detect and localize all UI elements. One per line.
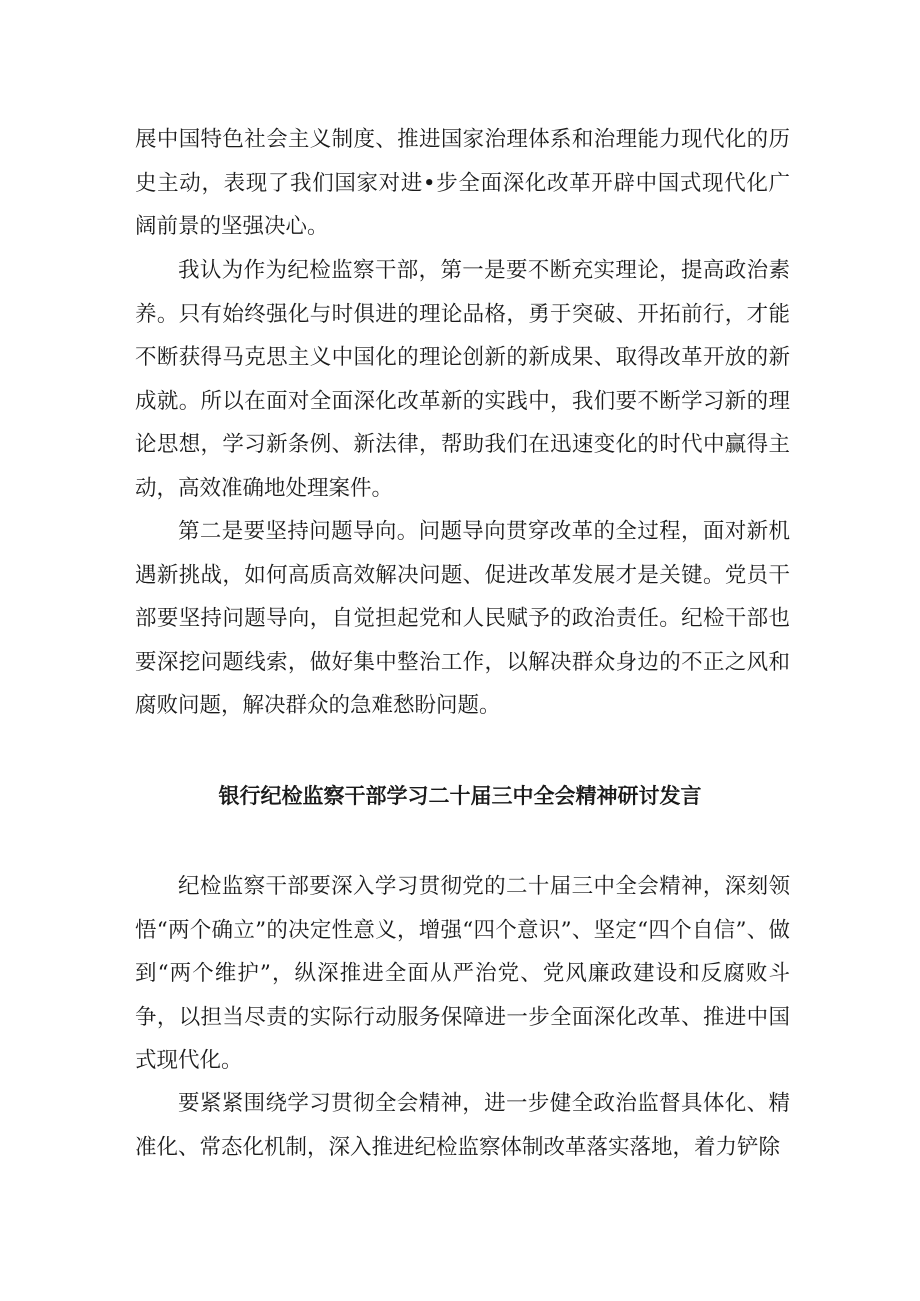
paragraph-theory: 我认为作为纪检监察干部，第一是要不断充实理论，提高政治素养。只有始终强化与时俱进的理论品格，勇于突破、开拓前行，才能不断获得马克思主义中国化的理论创新的新成果、取得改革开放的新成就。所以在面对全面深化改革新的实践中，我们要不断学习新的理论思想，学习新条例、新法律，帮助我们在迅速变化的时代中赢得主动，高效准确地处理案件。 [135,258,790,501]
paragraph-problem-oriented: 第二是要坚持问题导向。问题导向贯穿改革的全过程，面对新机遇新挑战，如何高质高效解决问题、促进改革发展才是关键。党员干部要坚持问题导向，自觉担起党和人民赋予的政治责任。纪检干部也要深挖问题线索，做好集中整治工作，以解决群众身边的不正之风和腐败问题，解决群众的急难愁盼问题。 [135,519,790,719]
section-heading: 银行纪检监察干部学习二十届三中全会精神研讨发言 [218,784,702,808]
paragraph-study-spirit: 纪检监察干部要深入学习贯彻党的二十届三中全会精神，深刻领悟“两个确立”的决定性意义，增强“四个意识”、坚定“四个自信”、做到“两个维护”，纵深推进全面从严治党、党风廉政建设和反腐败斗争，以担当尽责的实际行动服务保障进一步全面深化改革、推进中国式现代化。 [135,874,790,1074]
paragraph-supervision: 要紧紧围绕学习贯彻全会精神，进一步健全政治监督具体化、精准化、常态化机制，深入推进纪检监察体制改革落实落地，着力铲除 [135,1091,790,1160]
paragraph-continued: 展中国特色社会主义制度、推进国家治理体系和治理能力现代化的历史主动，表现了我们国家对进•步全面深化改革开辟中国式现代化广阔前景的坚强决心。 [135,127,790,240]
